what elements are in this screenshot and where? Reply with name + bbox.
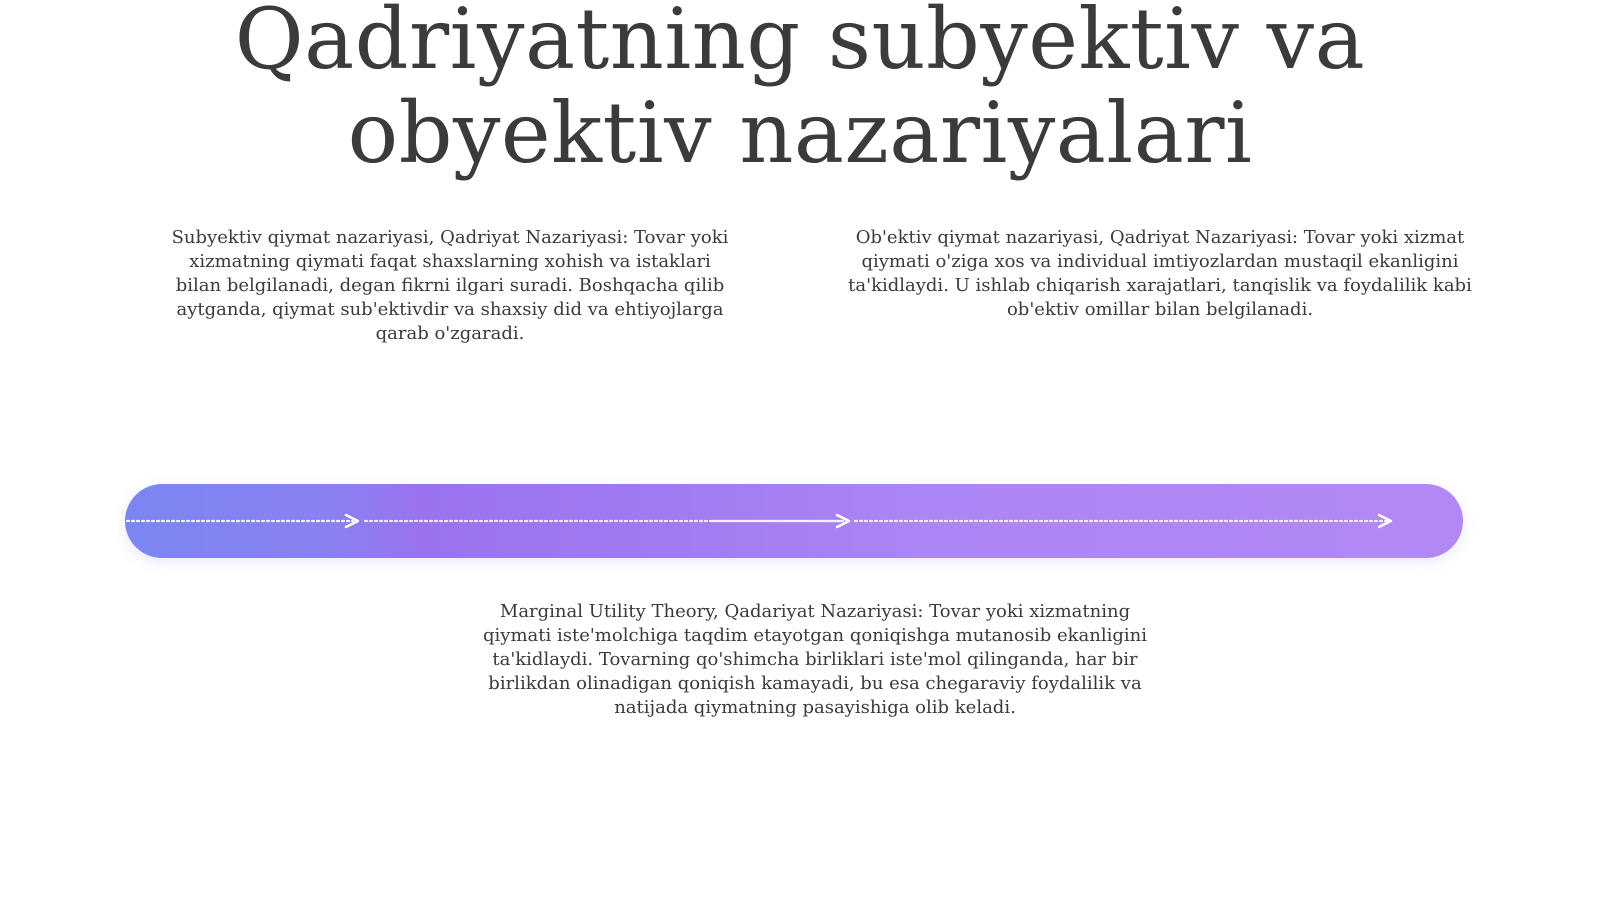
title-line-1: Qadriyatning subyektiv va [234,0,1366,88]
timeline-arrows [125,484,1463,558]
subjective-theory-text: Subyektiv qiymat nazariyasi, Qadriyat Nazariyasi: Tovar yoki xizmatning qiymati faqat shaxslarning xohish va istaklari bilan belgilanadi, degan fikrni ilgari suradi. Boshqacha qilib aytganda, qiymat sub'ektivdir va shaxsiy did va ehtiyojlarga qarab o'zgaradi. [171,227,729,344]
page-title [0,0,1600,180]
title-line-2: obyektiv nazariyalari [347,84,1253,182]
marginal-utility-text: Marginal Utility Theory, Qadariyat Nazariyasi: Tovar yoki xizmatning qiymati iste'molchiga taqdim etayotgan qoniqishga mutanosib ekanligini ta'kidlaydi. Tovarning qo'shimcha birliklari iste'mol qilinganda, har bir birlikdan olinadigan qoniqish kamayadi, bu esa chegaraviy foydalilik va natijada qiymatning pasayishiga olib keladi. [483,601,1147,718]
objective-theory-text: Ob'ektiv qiymat nazariyasi, Qadriyat Nazariyasi: Tovar yoki xizmat qiymati o'ziga xos va individual imtiyozlardan mustaqil ekanligini ta'kidlaydi. U ishlab chiqarish xarajatlari, tanqislik va foydalilik kabi ob'ektiv omillar bilan belgilanadi. [848,227,1472,320]
timeline-bar [125,484,1463,558]
